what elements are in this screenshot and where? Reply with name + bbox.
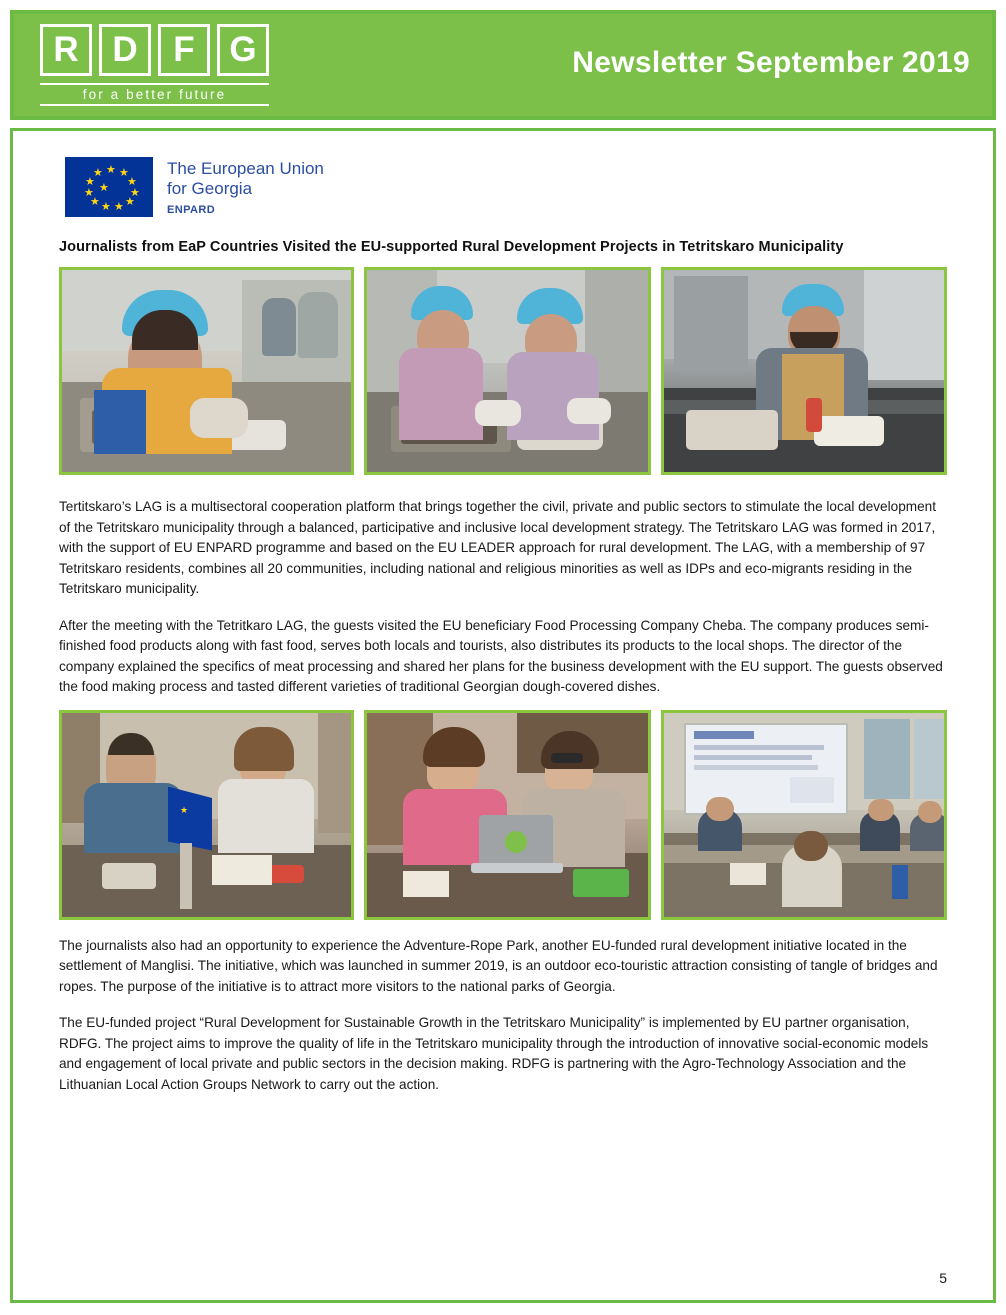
photo-meeting-projector bbox=[661, 710, 947, 920]
eu-logo bbox=[65, 157, 947, 217]
logo-letter-d: D bbox=[99, 24, 151, 76]
logo-tagline: for a better future bbox=[40, 83, 269, 106]
eu-logo-line-2: for Georgia bbox=[167, 179, 253, 198]
logo-letter-g: G bbox=[217, 24, 269, 76]
article-paragraph-4: The EU-funded project “Rural Development for Sustainable Growth in the Tetritskaro Municipality” is implemented by EU partner organisation, RDFG. The project aims to improve the quality of life in the Tetritskaro municipality through the introduction of innovative social-economic models and engagement of local private and public sectors in the decision making. RDFG is partnering with the Agro-Technology Association and the Lithuanian Local Action Groups Network to carry out the action. bbox=[59, 1015, 929, 1092]
photo-meeting-laptop bbox=[364, 710, 650, 920]
logo-letters bbox=[40, 24, 269, 76]
page-body bbox=[10, 128, 996, 1303]
page-header bbox=[10, 10, 996, 120]
article-paragraph-3: The journalists also had an opportunity to experience the Adventure-Rope Park, another EU-funded rural development initiative located in the settlement of Manglisi. The initiative, which was launched in summer 2019, is an outdoor eco-touristic attraction consisting of tangle of bridges and ropes. The purpose of the initiative is to attract more visitors to the national parks of Georgia. bbox=[59, 937, 938, 994]
photo-meeting-eu-flag: ★ bbox=[59, 710, 354, 920]
eu-logo-line-1: The European Union bbox=[167, 159, 324, 178]
eu-flag-icon: ★ ★ ★ ★ ★ ★ ★ ★ ★ ★ ★ ★ bbox=[65, 157, 153, 217]
logo-letter-r: R bbox=[40, 24, 92, 76]
eu-logo-enpard: ENPARD bbox=[167, 204, 216, 216]
photo-kitchen-woman-dough bbox=[59, 267, 354, 475]
photo-kitchen-two-women bbox=[364, 267, 650, 475]
eu-logo-text bbox=[167, 157, 324, 216]
article-paragraph-1: Tertitskaro’s LAG is a multisectoral cooperation platform that brings together the civil, private and public sectors to stimulate the local development of the Tetritskaro municipality through a balanced, participative and inclusive local development strategy. The Tetritskaro LAG was formed in 2017, with the support of EU ENPARD programme and based on the EU LEADER approach for rural development. The LAG, with a membership of 97 Tetritskaro residents, combines all 20 communities, including national and religious minorities as well as IDPs and eco-migrants residing in the Tetritskaro municipality. bbox=[59, 499, 936, 596]
photo-row-1 bbox=[59, 267, 947, 475]
article-heading: Journalists from EaP Countries Visited the EU-supported Rural Development Projects in Tetritskaro Municipality bbox=[59, 239, 844, 255]
page-number: 5 bbox=[939, 1270, 947, 1286]
logo-letter-f: F bbox=[158, 24, 210, 76]
newsletter-title: Newsletter September 2019 bbox=[572, 46, 970, 79]
photo-kitchen-man-apron bbox=[661, 267, 947, 475]
article-paragraph-2: After the meeting with the Tetritkaro LAG, the guests visited the EU beneficiary Food Processing Company Cheba. The company produces semi-finished food products along with fast food, serves both locals and tourists, also distributes its products to the local shops. The director of the company explained the specifics of meat processing and shared her plans for the business development with the EU support. The guests observed the food making process and tasted different varieties of traditional Georgian dough-covered dishes. bbox=[59, 617, 943, 694]
rdfg-logo bbox=[32, 18, 277, 112]
photo-row-2 bbox=[59, 710, 947, 920]
